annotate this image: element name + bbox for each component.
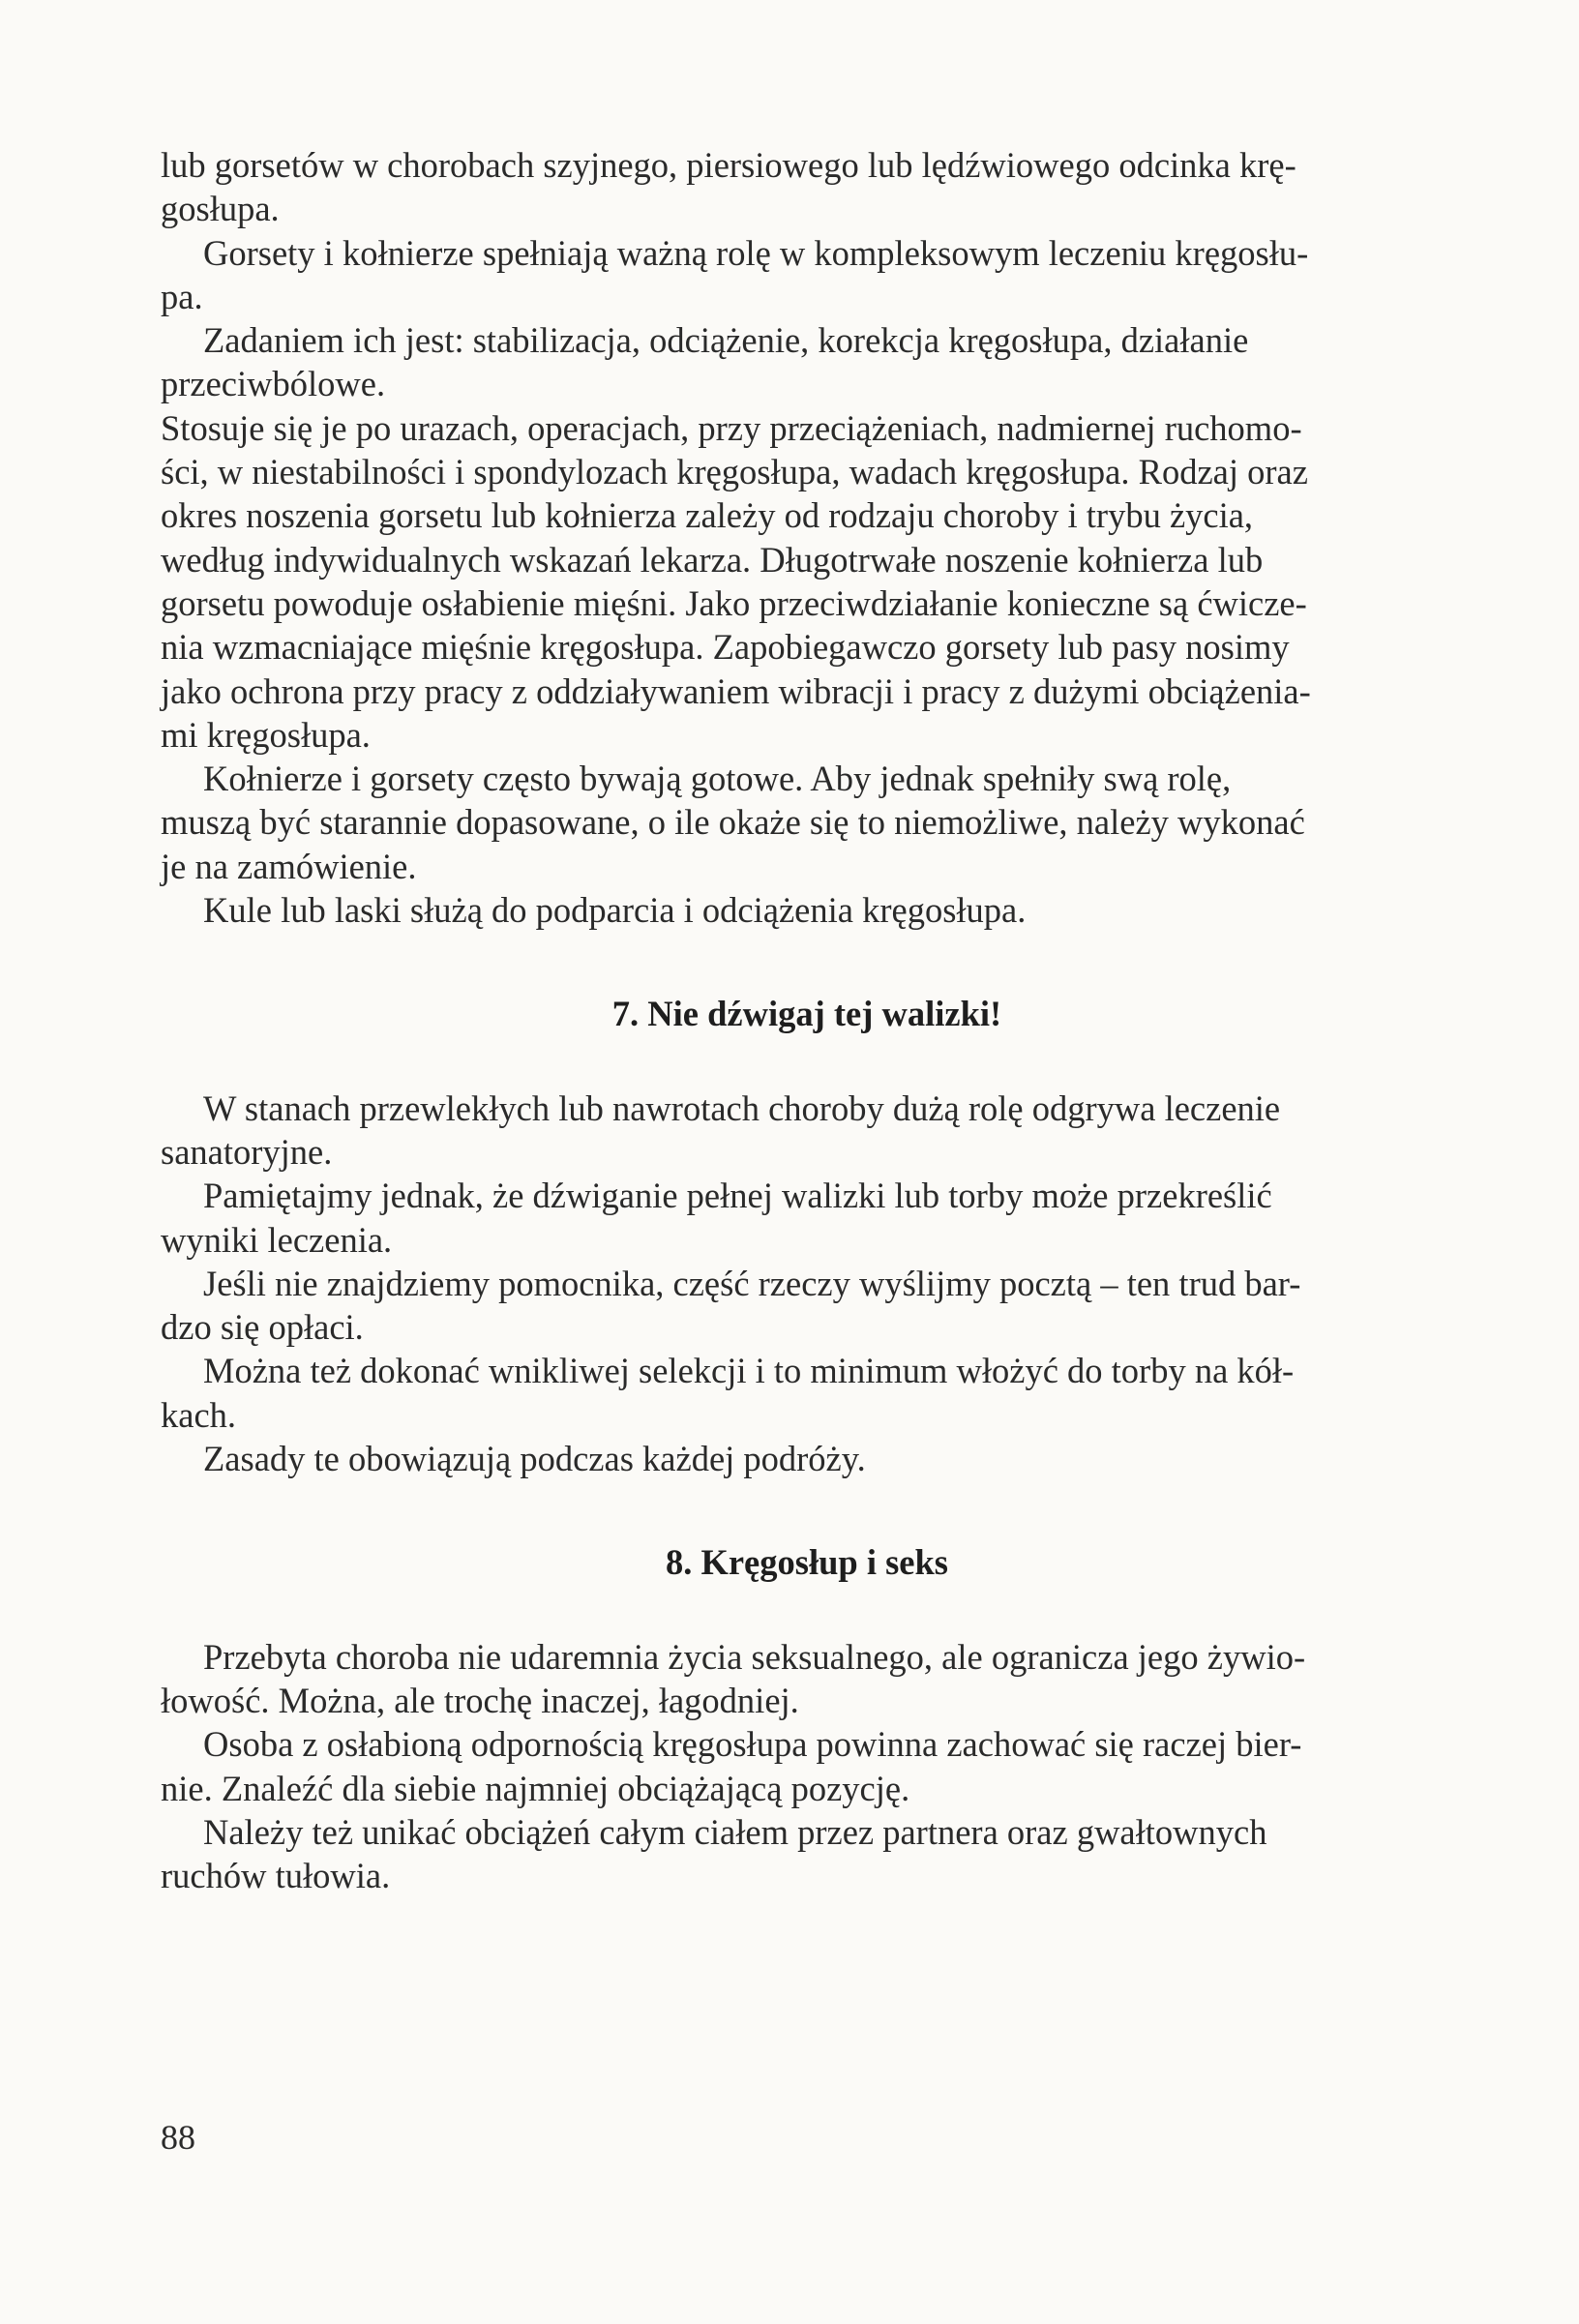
paragraph-nalezy: Należy też unikać obciążeń całym ciałem przez partnera oraz gwałtownych ruchów tułowia.	[161, 1811, 1267, 1896]
paragraph-przebyta-choroba: Przebyta choroba nie udaremnia życia seksualnego, ale ogranicza jego żywio- łowość. Można, ale trochę inaczej, łagodniej.	[161, 1636, 1306, 1720]
paragraph-kule: Kule lub laski służą do podparcia i odciążenia kręgosłupa.	[203, 890, 1027, 931]
paragraph-selekcja: Można też dokonać wnikliwej selekcji i to minimum włożyć do torby na kół- kach.	[161, 1351, 1295, 1435]
paragraph-zasady: Zasady te obowiązują podczas każdej podróży.	[203, 1439, 866, 1479]
page-number: 88	[161, 2118, 195, 2157]
paragraph-stosuje: Stosuje się je po urazach, operacjach, przy przeciążeniach, nadmiernej ruchomo- ści, w niestabilności i spondylozach kręgosłupa, wadach kręgosłupa. Rodzaj oraz okres noszenia gorsetu lub kołnierza zależy od rodzaju choroby i trybu życia, według indywidualnych wskazań lekarza. Długotrwałe noszenie kołnierza lub gorsetu powoduje osłabienie mięśni. Jako przeciwdziałanie konieczne są ćwicze- nia wzmacniające mięśnie kręgosłupa. Zapobiegawczo gorsety lub pasy nosimy jako ochrona przy pracy z oddziaływaniem wibracji i pracy z dużymi obciążenia- mi kręgosłupa.	[161, 407, 1311, 755]
page-body	[161, 143, 1453, 1897]
paragraph-continuation: lub gorsetów w chorobach szyjnego, piersiowego lub lędźwiowego odcinka krę- gosłupa.	[161, 145, 1296, 229]
section-heading-8: 8. Kręgosłup i seks	[665, 1542, 949, 1583]
paragraph-sanatoryjne: W stanach przewlekłych lub nawrotach choroby dużą rolę odgrywa leczenie sanatoryjne.	[161, 1088, 1281, 1172]
paragraph-pamietajmy: Pamiętajmy jednak, że dźwiganie pełnej walizki lub torby może przekreślić wyniki leczenia.	[161, 1176, 1272, 1260]
paragraph-zadaniem: Zadaniem ich jest: stabilizacja, odciążenie, korekcja kręgosłupa, działanie przeciwbólowe.	[161, 320, 1249, 404]
paragraph-osoba: Osoba z osłabioną odpornością kręgosłupa powinna zachować się raczej bier- nie. Znaleźć dla siebie najmniej obciążającą pozycję.	[161, 1724, 1302, 1808]
paragraph-kolnierze-gotowe: Kołnierze i gorsety często bywają gotowe. Aby jednak spełniły swą rolę, muszą być starannie dopasowane, o ile okaże się to niemożliwe, należy wykonać je na zamówienie.	[161, 759, 1305, 886]
section-heading-7: 7. Nie dźwigaj tej walizki!	[611, 994, 1002, 1034]
paragraph-gorsety-rola: Gorsety i kołnierze spełniają ważną rolę w kompleksowym leczeniu kręgosłu- pa.	[161, 232, 1309, 316]
paragraph-pomocnik: Jeśli nie znajdziemy pomocnika, część rzeczy wyślijmy pocztą – ten trud bar- dzo się opłaci.	[161, 1263, 1301, 1348]
